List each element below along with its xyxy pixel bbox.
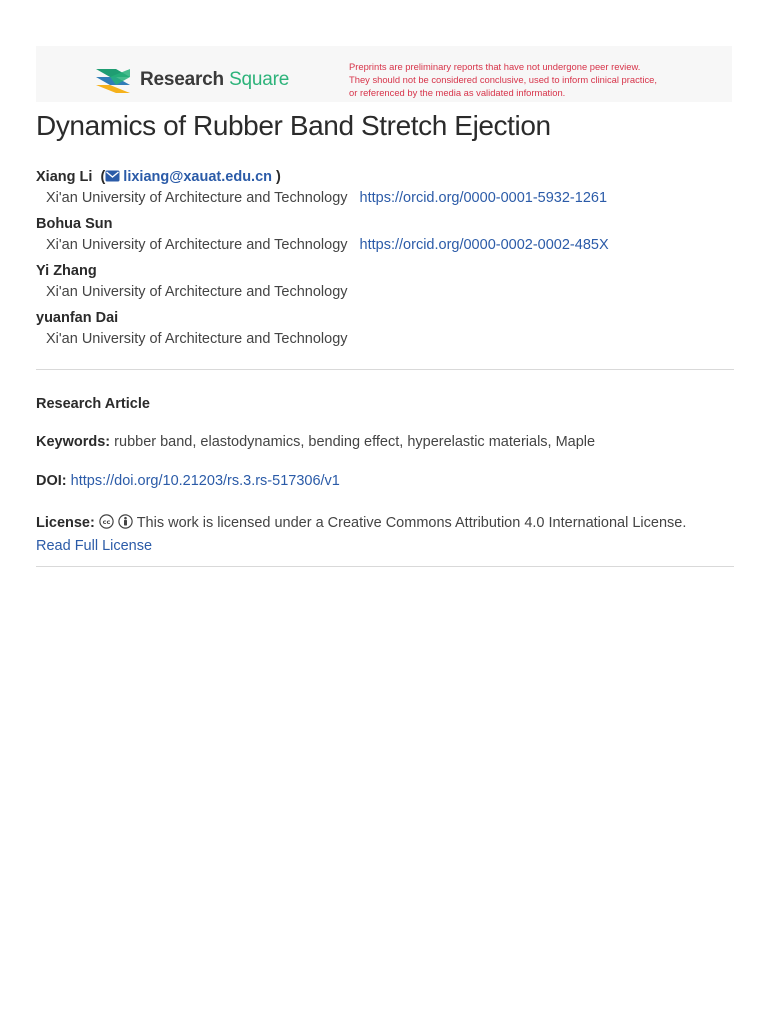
author-affiliation: Xi'an University of Architecture and Technology	[46, 331, 348, 347]
read-full-license-link[interactable]: Read Full License	[36, 538, 153, 554]
author-name: Bohua Sun	[36, 216, 113, 232]
section-divider	[36, 369, 734, 370]
attribution-icon	[118, 514, 133, 529]
doi: DOI: https://doi.org/10.21203/rs.3.rs-517306/v1	[36, 473, 340, 489]
section-divider	[36, 566, 734, 567]
preprint-banner	[36, 46, 732, 102]
creative-commons-icon	[99, 514, 114, 529]
license: License: cc This work is licensed under a Creative Commons Attribution 4.0 International License. Read Full License	[36, 515, 687, 554]
orcid-link[interactable]: https://orcid.org/0000-0001-5932-1261	[359, 190, 608, 206]
author-name: Yi Zhang	[36, 263, 97, 279]
author-affiliation: Xi'an University of Architecture and Technology https://orcid.org/0000-0002-0002-485X	[46, 237, 609, 253]
author-name: yuanfan Dai	[36, 310, 119, 326]
author-affiliation: Xi'an University of Architecture and Technology	[46, 284, 348, 300]
author-name: Xiang Li ( lixiang@xauat.edu.cn )	[36, 169, 281, 185]
author-email-link[interactable]: lixiang@xauat.edu.cn	[105, 169, 272, 185]
research-square-logo[interactable]	[94, 64, 289, 96]
author-list	[36, 167, 736, 355]
paper-title: Dynamics of Rubber Band Stretch Ejection	[36, 110, 551, 141]
logo-wordmark: Research Square	[140, 69, 290, 90]
disclaimer-line: or referenced by the media as validated information.	[349, 87, 566, 98]
article-type: Research Article	[36, 396, 150, 412]
keywords: Keywords: rubber band, elastodynamics, bending effect, hyperelastic materials, Maple	[36, 434, 596, 450]
peer-review-disclaimer	[349, 60, 719, 99]
svg-text:cc: cc	[102, 518, 111, 527]
orcid-link[interactable]: https://orcid.org/0000-0002-0002-485X	[359, 237, 609, 253]
author-affiliation: Xi'an University of Architecture and Technology https://orcid.org/0000-0001-5932-1261	[46, 190, 608, 206]
envelope-icon	[105, 170, 120, 182]
disclaimer-line: They should not be considered conclusive, used to inform clinical practice,	[349, 74, 657, 85]
doi-link[interactable]: https://doi.org/10.21203/rs.3.rs-517306/v1	[70, 473, 340, 489]
research-square-logo-icon	[94, 65, 132, 95]
disclaimer-line: Preprints are preliminary reports that have not undergone peer review.	[349, 61, 641, 72]
